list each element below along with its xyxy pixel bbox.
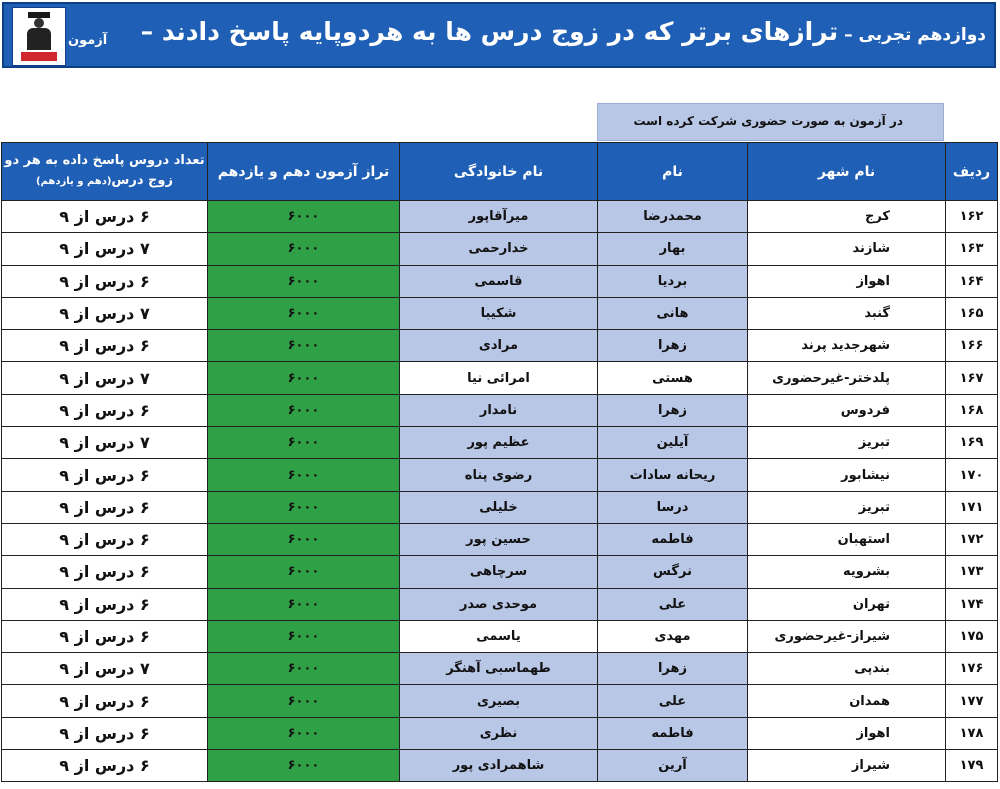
last-name-cell: شکیبا <box>400 297 598 329</box>
first-name-cell: فاطمه <box>598 717 748 749</box>
score-cell: ۶۰۰۰ <box>208 717 400 749</box>
graduate-logo-icon <box>12 7 66 66</box>
first-name-cell: محمدرضا <box>598 201 748 233</box>
city-cell: گنبد <box>748 297 946 329</box>
lessons-count-cell: ۷ درس از ۹ <box>2 297 208 329</box>
city-cell: شیراز <box>748 750 946 782</box>
lessons-count-cell: ۶ درس از ۹ <box>2 491 208 523</box>
score-cell: ۶۰۰۰ <box>208 620 400 652</box>
city-cell: فردوس <box>748 394 946 426</box>
last-name-cell: رضوی پناه <box>400 459 598 491</box>
attendance-note: در آزمون به صورت حضوری شرکت کرده است <box>597 103 944 141</box>
last-name-cell: شاهمرادی پور <box>400 750 598 782</box>
table-row <box>2 201 998 233</box>
score-cell: ۶۰۰۰ <box>208 653 400 685</box>
header-city: نام شهر <box>748 143 946 201</box>
last-name-cell: عظیم پور <box>400 427 598 459</box>
lessons-count-cell: ۶ درس از ۹ <box>2 556 208 588</box>
table-row <box>2 427 998 459</box>
table-body <box>2 201 998 782</box>
table-row <box>2 297 998 329</box>
row-number-cell: ۱۷۷ <box>946 685 998 717</box>
score-cell: ۶۰۰۰ <box>208 588 400 620</box>
city-cell: بندپی <box>748 653 946 685</box>
table-row <box>2 459 998 491</box>
last-name-cell: خدارحمی <box>400 233 598 265</box>
first-name-cell: فاطمه <box>598 523 748 555</box>
banner-title-prefix: دوازدهم تجربی – <box>838 25 986 45</box>
first-name-cell: مهدی <box>598 620 748 652</box>
last-name-cell: بصیری <box>400 685 598 717</box>
score-cell: ۶۰۰۰ <box>208 523 400 555</box>
header-last-name: نام خانوادگی <box>400 143 598 201</box>
score-cell: ۶۰۰۰ <box>208 297 400 329</box>
lessons-count-cell: ۶ درس از ۹ <box>2 685 208 717</box>
score-cell: ۶۰۰۰ <box>208 427 400 459</box>
table-row <box>2 233 998 265</box>
table-row <box>2 717 998 749</box>
row-number-cell: ۱۷۵ <box>946 620 998 652</box>
score-cell: ۶۰۰۰ <box>208 394 400 426</box>
score-cell: ۶۰۰۰ <box>208 556 400 588</box>
last-name-cell: مرادی <box>400 330 598 362</box>
first-name-cell: آرین <box>598 750 748 782</box>
last-name-cell: طهماسبی آهنگر <box>400 653 598 685</box>
city-cell: بشرویه <box>748 556 946 588</box>
results-table <box>1 142 998 782</box>
row-number-cell: ۱۷۲ <box>946 523 998 555</box>
table-row <box>2 265 998 297</box>
city-cell: تهران <box>748 588 946 620</box>
lessons-count-cell: ۶ درس از ۹ <box>2 717 208 749</box>
city-cell: شهرجدید پرند <box>748 330 946 362</box>
last-name-cell: خلیلی <box>400 491 598 523</box>
city-cell: شازند <box>748 233 946 265</box>
lessons-count-cell: ۷ درس از ۹ <box>2 427 208 459</box>
score-cell: ۶۰۰۰ <box>208 233 400 265</box>
table-row <box>2 653 998 685</box>
city-cell: نیشابور <box>748 459 946 491</box>
first-name-cell: علی <box>598 588 748 620</box>
lessons-count-cell: ۶ درس از ۹ <box>2 394 208 426</box>
first-name-cell: ریحانه سادات <box>598 459 748 491</box>
first-name-cell: زهرا <box>598 394 748 426</box>
city-cell: شیراز-غیرحضوری <box>748 620 946 652</box>
first-name-cell: بردیا <box>598 265 748 297</box>
first-name-cell: بهار <box>598 233 748 265</box>
table-header-row <box>2 143 998 201</box>
first-name-cell: هستی <box>598 362 748 394</box>
row-number-cell: ۱۶۹ <box>946 427 998 459</box>
row-number-cell: ۱۶۲ <box>946 201 998 233</box>
first-name-cell: علی <box>598 685 748 717</box>
score-cell: ۶۰۰۰ <box>208 201 400 233</box>
first-name-cell: نرگس <box>598 556 748 588</box>
first-name-cell: هانی <box>598 297 748 329</box>
city-cell: همدان <box>748 685 946 717</box>
city-cell: تبریز <box>748 427 946 459</box>
first-name-cell: درسا <box>598 491 748 523</box>
score-cell: ۶۰۰۰ <box>208 491 400 523</box>
table-row <box>2 330 998 362</box>
header-first-name: نام <box>598 143 748 201</box>
table-row <box>2 750 998 782</box>
row-number-cell: ۱۷۰ <box>946 459 998 491</box>
table-row <box>2 491 998 523</box>
row-number-cell: ۱۷۸ <box>946 717 998 749</box>
table-row <box>2 394 998 426</box>
table-row <box>2 556 998 588</box>
row-number-cell: ۱۷۶ <box>946 653 998 685</box>
first-name-cell: زهرا <box>598 653 748 685</box>
lessons-count-cell: ۶ درس از ۹ <box>2 620 208 652</box>
row-number-cell: ۱۶۸ <box>946 394 998 426</box>
lessons-count-cell: ۷ درس از ۹ <box>2 233 208 265</box>
row-number-cell: ۱۶۷ <box>946 362 998 394</box>
header-count: تعداد دروس پاسخ داده به هر دو زوج درس(دهم و یازدهم) <box>2 143 208 201</box>
table-row <box>2 685 998 717</box>
row-number-cell: ۱۶۵ <box>946 297 998 329</box>
score-cell: ۶۰۰۰ <box>208 459 400 491</box>
city-cell: استهبان <box>748 523 946 555</box>
table-row <box>2 588 998 620</box>
table-row <box>2 523 998 555</box>
first-name-cell: آیلین <box>598 427 748 459</box>
score-cell: ۶۰۰۰ <box>208 750 400 782</box>
row-number-cell: ۱۷۳ <box>946 556 998 588</box>
lessons-count-cell: ۷ درس از ۹ <box>2 362 208 394</box>
score-cell: ۶۰۰۰ <box>208 265 400 297</box>
banner-title <box>141 17 986 46</box>
banner-brand: آزمون <box>68 33 108 48</box>
score-cell: ۶۰۰۰ <box>208 330 400 362</box>
lessons-count-cell: ۶ درس از ۹ <box>2 750 208 782</box>
last-name-cell: میرآقاپور <box>400 201 598 233</box>
last-name-cell: امرائی نیا <box>400 362 598 394</box>
lessons-count-cell: ۶ درس از ۹ <box>2 588 208 620</box>
lessons-count-cell: ۶ درس از ۹ <box>2 265 208 297</box>
last-name-cell: قاسمی <box>400 265 598 297</box>
header-row-number: ردیف <box>946 143 998 201</box>
lessons-count-cell: ۶ درس از ۹ <box>2 201 208 233</box>
city-cell: تبریز <box>748 491 946 523</box>
page-banner <box>2 2 996 68</box>
lessons-count-cell: ۶ درس از ۹ <box>2 330 208 362</box>
score-cell: ۶۰۰۰ <box>208 362 400 394</box>
city-cell: پلدختر-غیرحضوری <box>748 362 946 394</box>
table-row <box>2 362 998 394</box>
banner-title-main: ترازهای برتر که در زوج درس ها به هردوپایه پاسخ دادند – <box>140 17 839 46</box>
last-name-cell: موحدی صدر <box>400 588 598 620</box>
last-name-cell: حسین پور <box>400 523 598 555</box>
row-number-cell: ۱۷۱ <box>946 491 998 523</box>
last-name-cell: سرچاهی <box>400 556 598 588</box>
city-cell: کرج <box>748 201 946 233</box>
city-cell: اهواز <box>748 265 946 297</box>
row-number-cell: ۱۷۴ <box>946 588 998 620</box>
city-cell: اهواز <box>748 717 946 749</box>
last-name-cell: نامدار <box>400 394 598 426</box>
lessons-count-cell: ۶ درس از ۹ <box>2 523 208 555</box>
first-name-cell: زهرا <box>598 330 748 362</box>
header-score: تراز آزمون دهم و یازدهم <box>208 143 400 201</box>
row-number-cell: ۱۶۳ <box>946 233 998 265</box>
lessons-count-cell: ۶ درس از ۹ <box>2 459 208 491</box>
row-number-cell: ۱۶۶ <box>946 330 998 362</box>
last-name-cell: یاسمی <box>400 620 598 652</box>
row-number-cell: ۱۶۴ <box>946 265 998 297</box>
lessons-count-cell: ۷ درس از ۹ <box>2 653 208 685</box>
row-number-cell: ۱۷۹ <box>946 750 998 782</box>
last-name-cell: نظری <box>400 717 598 749</box>
score-cell: ۶۰۰۰ <box>208 685 400 717</box>
table-row <box>2 620 998 652</box>
